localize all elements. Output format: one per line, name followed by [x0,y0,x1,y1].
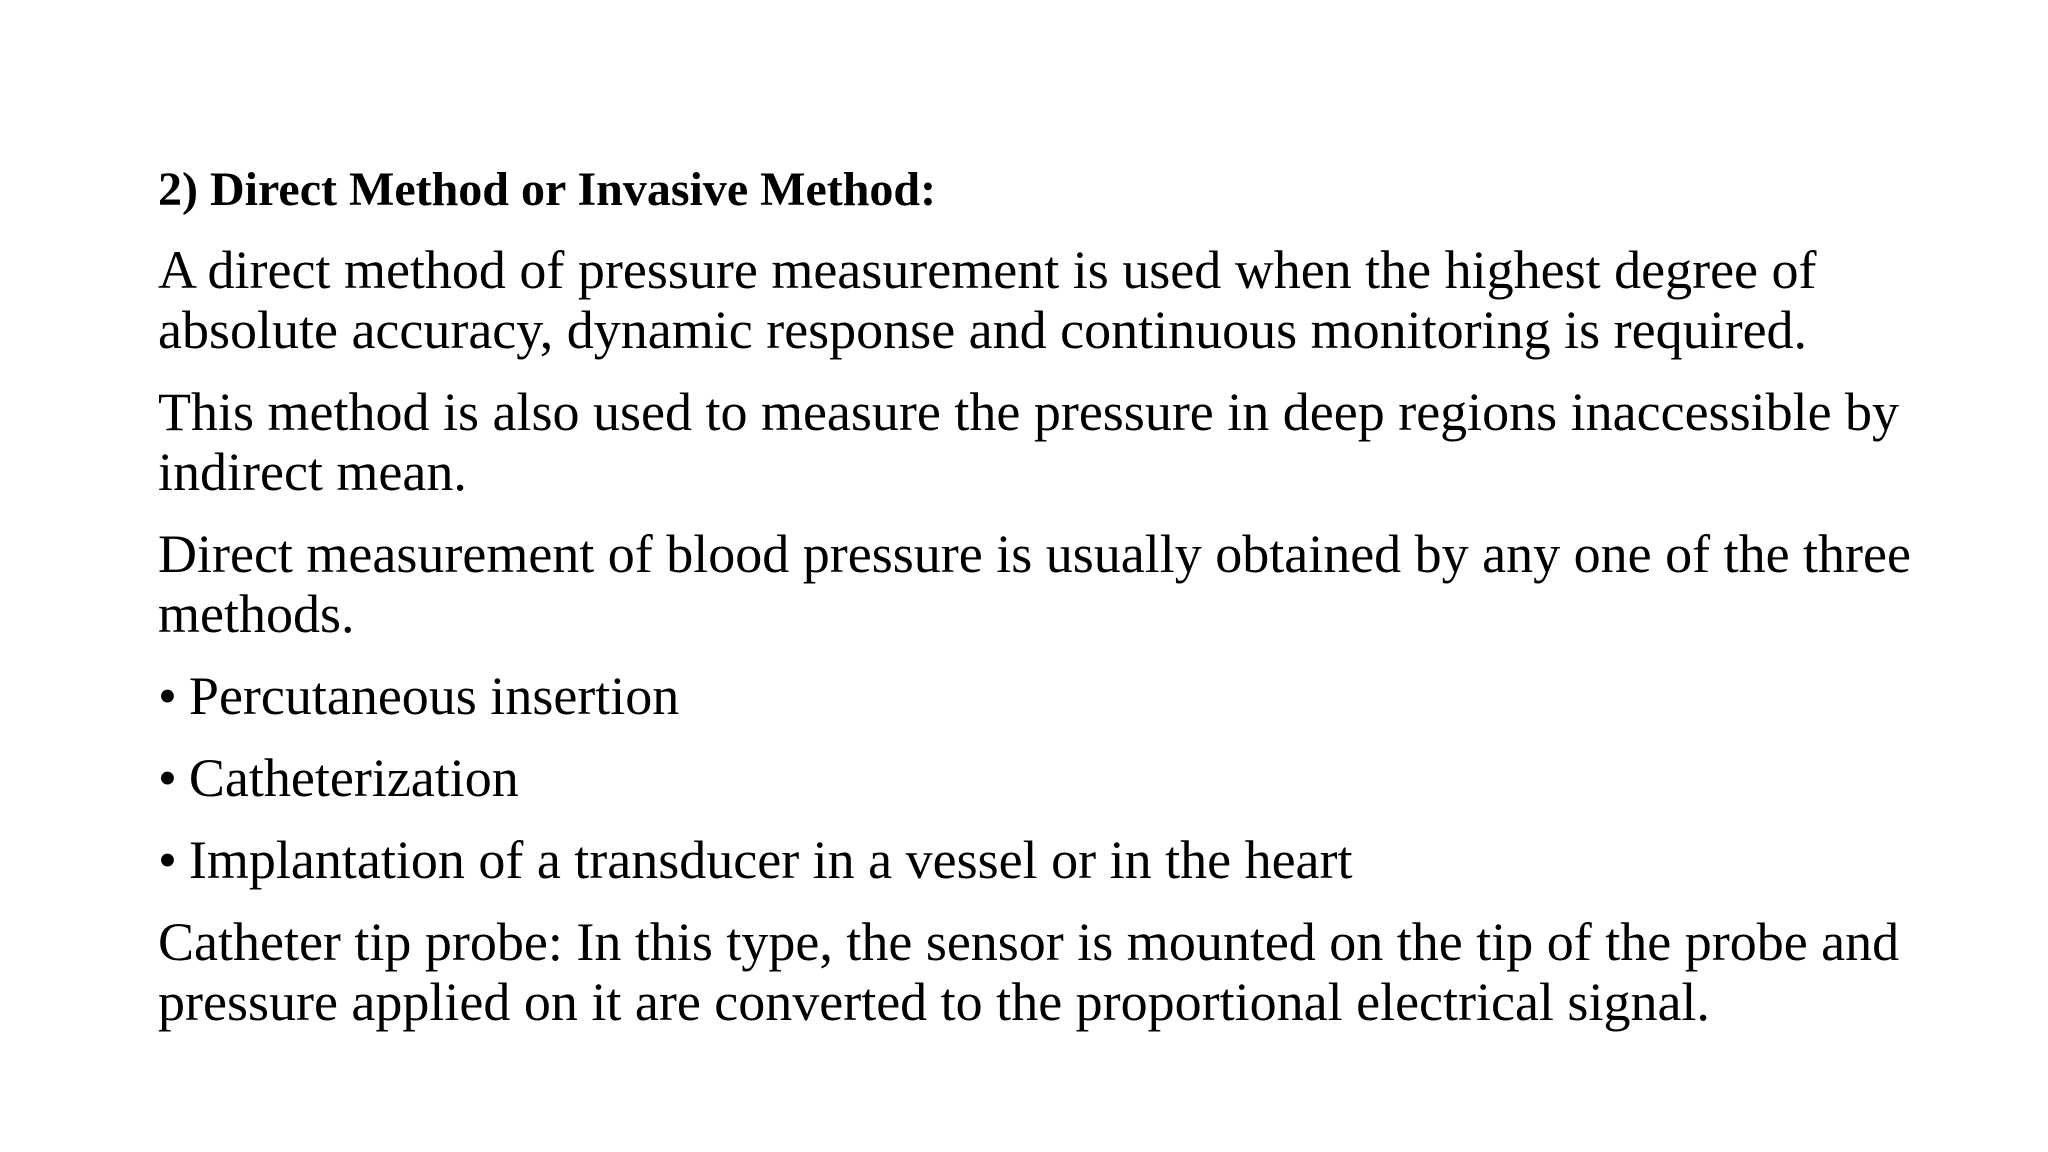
slide-content [158,160,1918,1054]
paragraph-three-methods: Direct measurement of blood pressure is usually obtained by any one of the three methods. [158,524,1911,644]
bullet-item [158,830,1918,890]
bullet-item [158,748,1918,808]
bullet-dot: • [158,748,177,808]
bullet-dot: • [158,666,177,726]
slide-heading: 2) Direct Method or Invasive Method: [158,163,937,216]
bullet-item [158,666,1918,726]
paragraph-direct-method-definition: A direct method of pressure measurement is used when the highest degree of absolute accuracy, dynamic response and continuous monitoring is required. [158,240,1817,360]
paragraph-deep-regions: This method is also used to measure the pressure in deep regions inaccessible by indirect mean. [158,382,1900,502]
bullet-text: Percutaneous insertion [188,666,680,726]
bullet-text: Implantation of a transducer in a vessel or in the heart [188,830,1353,890]
bullet-text: Catheterization [188,748,519,808]
bullet-dot: • [158,830,177,890]
paragraph-catheter-tip-probe: Catheter tip probe: In this type, the sensor is mounted on the tip of the probe and pressure applied on it are converted to the proportional electrical signal. [158,912,1900,1032]
